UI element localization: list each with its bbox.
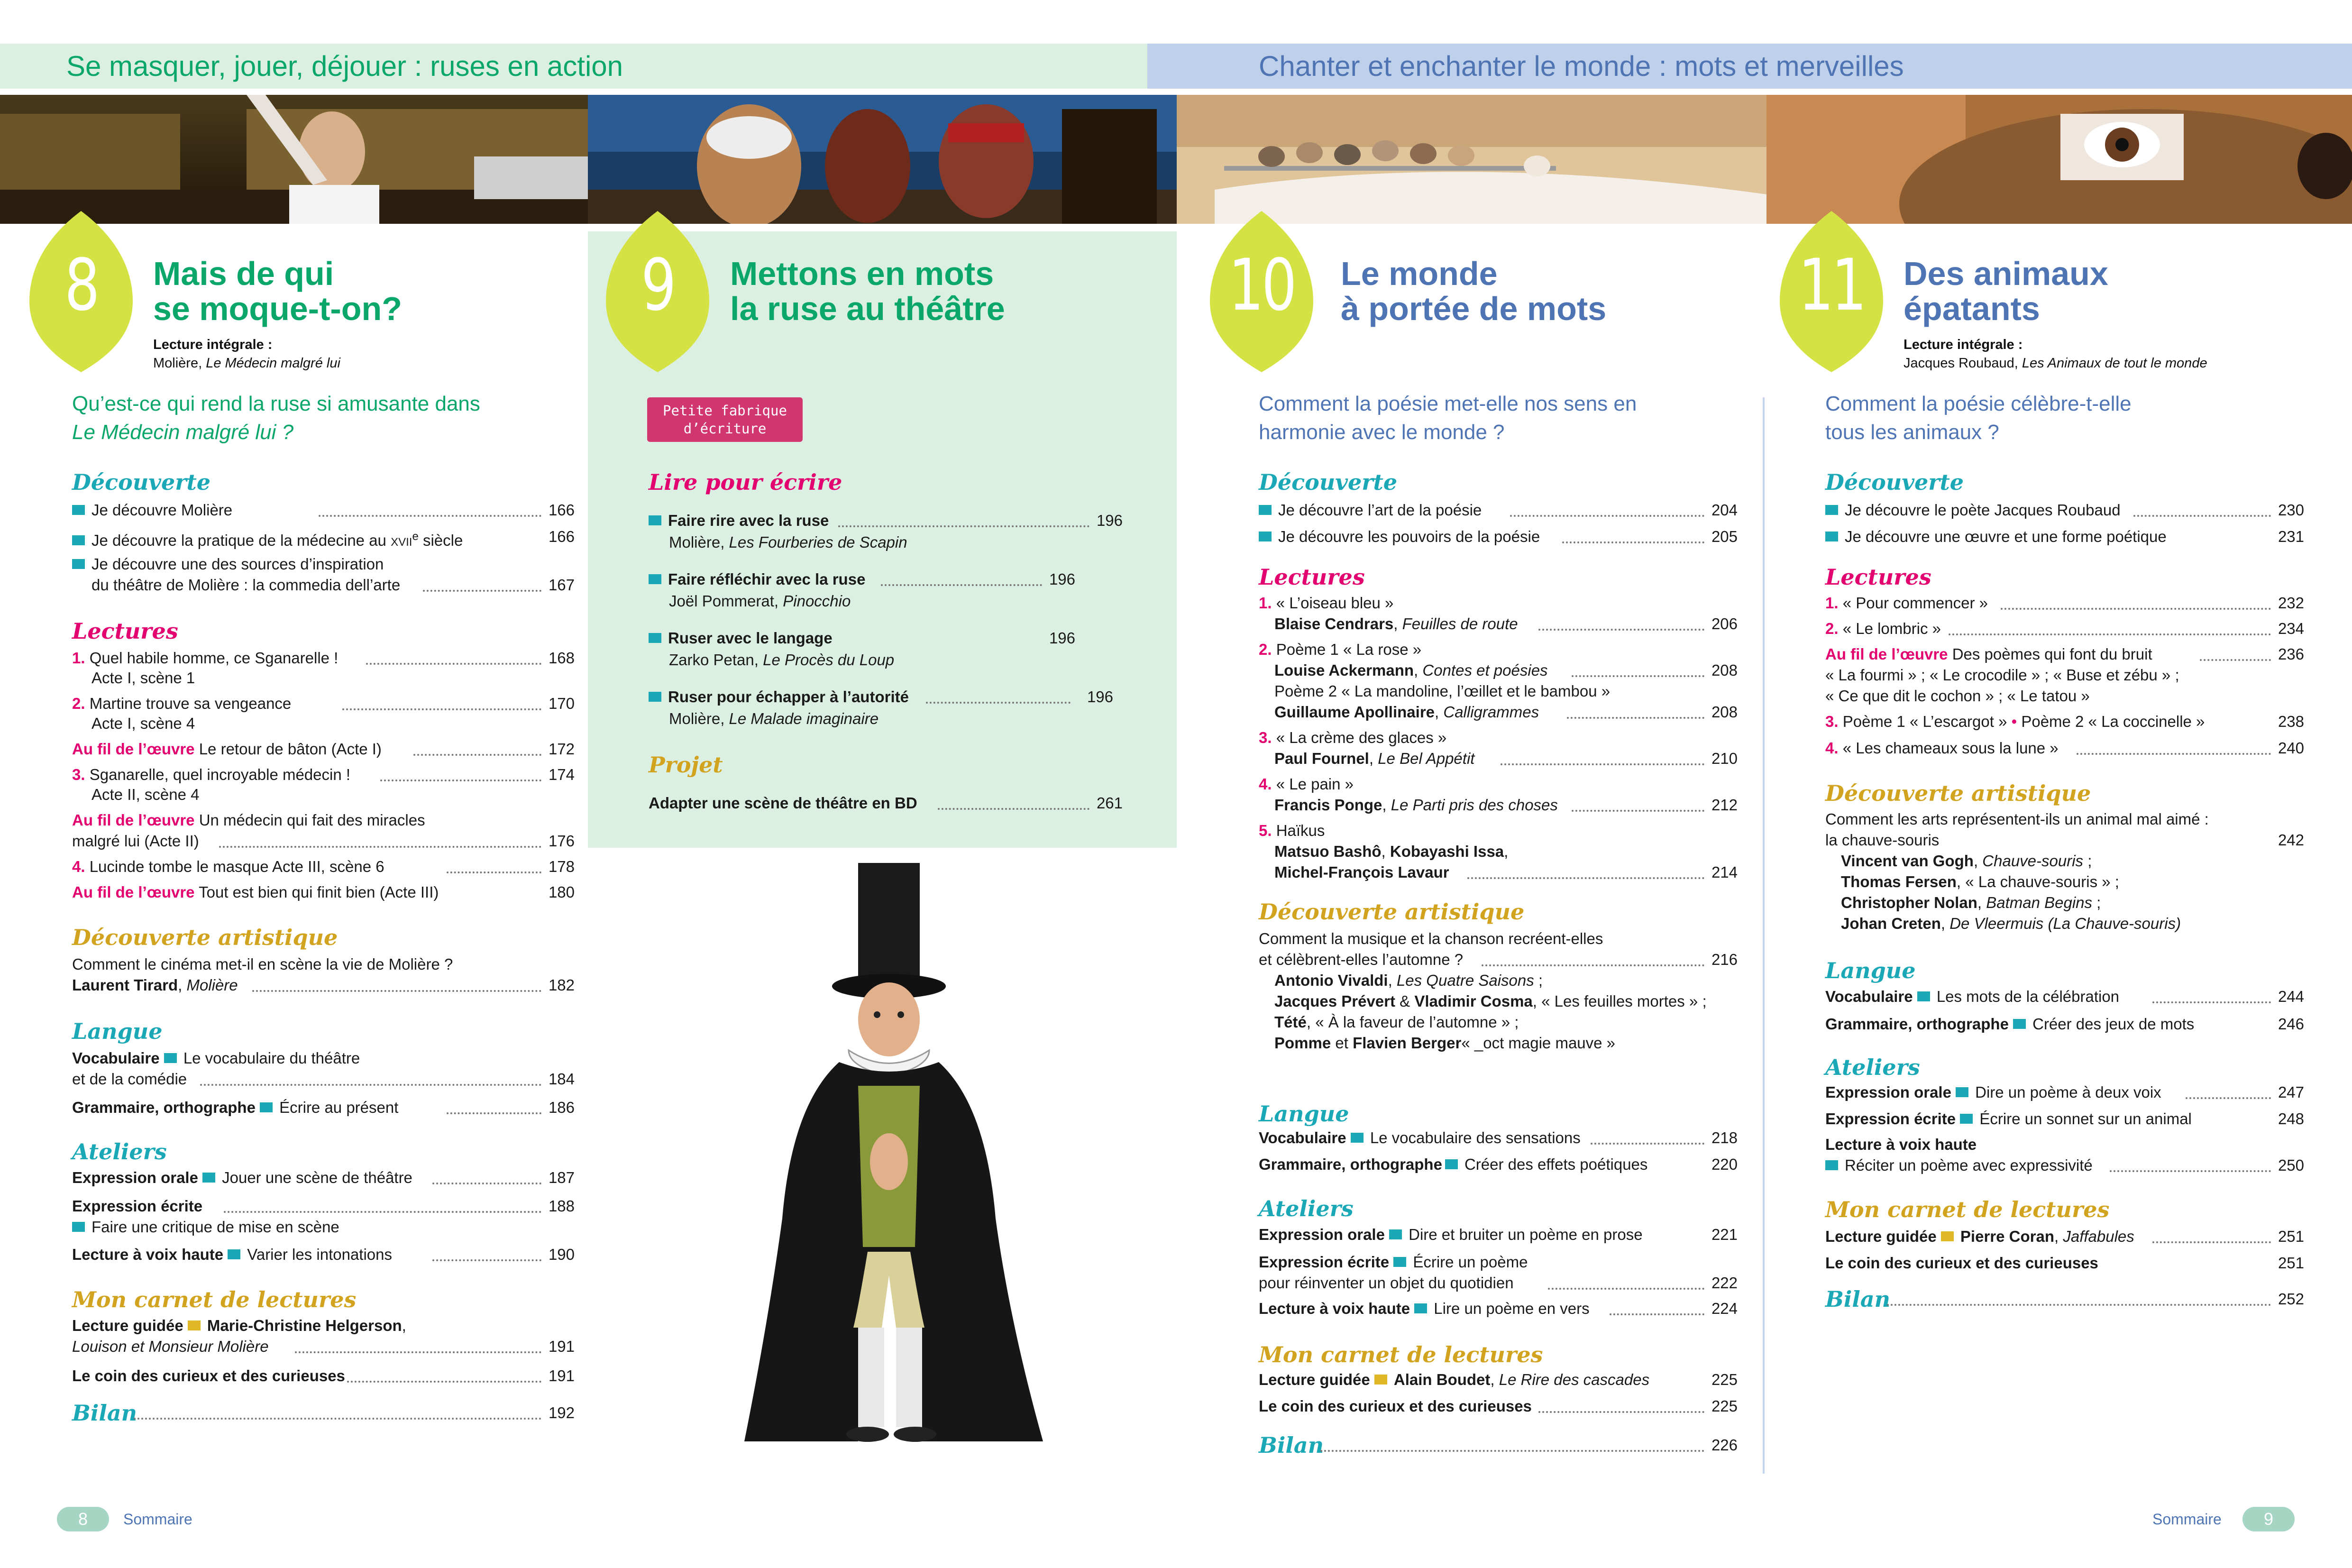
toc-entry[interactable]: Je découvre une des sources d’inspiration (72, 555, 575, 574)
toc-entry[interactable]: 1. « Pour commencer » 232 (1825, 594, 2304, 612)
section-lectures: Lectures (72, 618, 178, 644)
toc-line: Christopher Nolan, Batman Begins ; (1841, 894, 2101, 911)
chapter-10-number: 10 (1210, 211, 1313, 372)
toc-entry[interactable]: Lecture guidée Marie-Christine Helgerson, (72, 1317, 406, 1334)
toc-entry[interactable]: Louison et Monsieur Molière 191 (72, 1338, 575, 1355)
section-ateliers: Ateliers (72, 1139, 167, 1165)
section-decouverte: Découverte (72, 469, 211, 495)
chapter-8-title: Mais de qui se moque-t-on? (153, 255, 402, 327)
section-lire-pour-ecrire: Lire pour écrire (649, 469, 842, 495)
masked-actors-photo (588, 95, 1177, 224)
toc-entry[interactable]: pour réinventer un objet du quotidien 222 (1259, 1274, 1738, 1292)
page-number: 8 (57, 1507, 109, 1531)
toc-entry[interactable]: Lecture à voix haute Lire un poème en vers 224 (1259, 1300, 1738, 1317)
toc-entry[interactable]: Paul Fournel, Le Bel Appétit 210 (1274, 750, 1738, 767)
toc-entry[interactable]: Ruser pour échapper à l’autorité 196 (649, 688, 1113, 706)
toc-entry[interactable]: 4. « Le pain » (1259, 775, 1354, 793)
toc-line: « Ce que dit le cochon » ; « Le tatou » (1825, 687, 2090, 705)
chapter-11-number: 11 (1780, 211, 1883, 372)
toc-entry[interactable]: Faire réfléchir avec la ruse 196 (649, 570, 1075, 589)
section-carnet: Mon carnet de lectures (1825, 1197, 2110, 1222)
chapter-11-title: Des animaux épatants (1904, 255, 2108, 327)
toc-entry[interactable]: Grammaire, orthographe Créer des jeux de mots 246 (1825, 1015, 2304, 1033)
section-decouverte: Découverte (1259, 469, 1398, 495)
toc-entry[interactable]: 1. « L’oiseau bleu » (1259, 594, 1394, 612)
toc-sub: Acte I, scène 4 (92, 715, 195, 732)
toc-entry[interactable]: Francis Ponge, Le Parti pris des choses 212 (1274, 796, 1738, 814)
toc-entry[interactable]: Faire une critique de mise en scène (72, 1218, 575, 1237)
dog-with-eye-photo (1766, 95, 2352, 224)
toc-sub: Zarko Petan, Le Procès du Loup (669, 651, 895, 669)
toc-entry[interactable]: Je découvre une œuvre et une forme poétique 231 (1825, 527, 2304, 546)
toc-entry[interactable]: Je découvre le poète Jacques Roubaud 230 (1825, 501, 2304, 520)
actor-photo (0, 95, 588, 224)
toc-entry[interactable]: Michel-François Lavaur 214 (1274, 863, 1738, 881)
toc-entry[interactable]: Grammaire, orthographe Créer des effets poétiques 220 (1259, 1155, 1738, 1173)
toc-line: Antonio Vivaldi, Les Quatre Saisons ; (1274, 972, 1543, 989)
column-divider (1763, 397, 1765, 1474)
toc-line: « La fourmi » ; « Le crocodile » ; « Buse et zébu » ; (1825, 666, 2179, 684)
toc-line: Comment le cinéma met-il en scène la vie de Molière ? (72, 955, 453, 973)
section-header-right: Chanter et enchanter le monde : mots et merveilles (1147, 44, 2352, 89)
toc-entry[interactable]: Guillaume Apollinaire, Calligrammes 208 (1274, 703, 1738, 721)
toc-sub: Acte I, scène 1 (92, 669, 195, 687)
section-art: Découverte artistique (1825, 780, 2091, 806)
toc-entry[interactable]: Bilan 252 (1825, 1286, 2304, 1312)
toc-entry[interactable]: Réciter un poème avec expressivité 250 (1825, 1156, 2304, 1175)
toc-line: Tété, « À la faveur de l’automne » ; (1274, 1013, 1519, 1031)
toc-entry[interactable]: la chauve-souris 242 (1825, 831, 2304, 849)
toc-entry[interactable]: Bilan 192 (72, 1400, 575, 1426)
toc-entry[interactable]: Ruser avec le langage 196 (649, 629, 1075, 648)
toc-entry[interactable]: Au fil de l’œuvre Tout est bien qui finit bien (Acte III) 180 (72, 883, 575, 901)
toc-entry[interactable]: Blaise Cendrars, Feuilles de route 206 (1274, 615, 1738, 633)
toc-entry[interactable]: 2. « Le lombric » 234 (1825, 620, 2304, 637)
toc-entry[interactable]: 3. « La crème des glaces » (1259, 729, 1447, 746)
toc-entry[interactable]: Vocabulaire Le vocabulaire des sensations 218 (1259, 1129, 1738, 1146)
chapter-8-integral-reading: Lecture intégrale : Molière, Le Médecin malgré lui (153, 337, 340, 371)
section-projet: Projet (649, 752, 723, 778)
toc-line: Comment les arts représentent-ils un animal mal aimé : (1825, 810, 2209, 828)
section-lectures: Lectures (1825, 564, 1931, 590)
toc-entry[interactable]: Expression écrite Écrire un poème (1259, 1253, 1528, 1271)
section-langue: Langue (1259, 1101, 1349, 1127)
birds-on-instrument-photo (1177, 95, 1766, 224)
toc-entry[interactable]: Le coin des curieux et des curieuses 225 (1259, 1397, 1738, 1415)
toc-entry[interactable]: Je découvre la pratique de la médecine au XVIIe siècle 166 (72, 527, 575, 552)
toc-sub: Molière, Le Malade imaginaire (669, 710, 879, 727)
chapter-10-title: Le monde à portée de mots (1341, 255, 1607, 327)
toc-entry[interactable]: 2. Martine trouve sa vengeance 170 (72, 695, 575, 712)
toc-line: Johan Creten, De Vleermuis (La Chauve-souris) (1841, 915, 2181, 932)
chapter-9-title: Mettons en mots la ruse au théâtre (730, 255, 1005, 327)
section-langue: Langue (1825, 958, 1916, 983)
toc-entry[interactable]: Je découvre les pouvoirs de la poésie 205 (1259, 527, 1738, 546)
writing-workshop-badge: Petite fabrique d’écriture (647, 397, 803, 442)
toc-entry[interactable]: Je découvre l’art de la poésie 204 (1259, 501, 1738, 520)
toc-entry[interactable]: Au fil de l’œuvre Le retour de bâton (Acte I) 172 (72, 740, 575, 758)
toc-entry[interactable]: Expression orale Jouer une scène de théâtre 187 (72, 1169, 575, 1186)
toc-entry[interactable]: 3. Poème 1 « L’escargot » • Poème 2 « La coccinelle » 238 (1825, 713, 2304, 730)
toc-entry[interactable]: Lecture à voix haute (1825, 1136, 1977, 1153)
section-langue: Langue (72, 1018, 163, 1044)
toc-entry[interactable]: Expression orale Dire et bruiter un poème en prose 221 (1259, 1226, 1738, 1243)
toc-entry[interactable]: Laurent Tirard, Molière 182 (72, 976, 575, 994)
toc-entry[interactable]: Le coin des curieux et des curieuses 191 (72, 1367, 575, 1385)
toc-entry[interactable]: Faire rire avec la ruse 196 (649, 511, 1123, 530)
toc-line: Jacques Prévert & Vladimir Cosma, « Les feuilles mortes » ; (1274, 992, 1707, 1010)
section-ateliers: Ateliers (1259, 1196, 1354, 1221)
footer-right (2133, 1507, 2323, 1531)
toc-line: Poème 2 « La mandoline, l’œillet et le bambou » (1274, 682, 1611, 700)
toc-entry[interactable]: Lecture guidée Pierre Coran, Jaffabules 251 (1825, 1228, 2304, 1245)
toc-sub: Molière, Les Fourberies de Scapin (669, 533, 907, 551)
footer-left (57, 1507, 247, 1531)
chapter-10-question: Comment la poésie met-elle nos sens en harmonie avec le monde ? (1259, 392, 1637, 444)
toc-entry[interactable]: Louise Ackermann, Contes et poésies 208 (1274, 661, 1738, 679)
section-lectures: Lectures (1259, 564, 1365, 590)
toc-entry[interactable]: Au fil de l’œuvre Des poèmes qui font du bruit 236 (1825, 645, 2304, 663)
chapter-11-integral-reading: Lecture intégrale : Jacques Roubaud, Les Animaux de tout le monde (1904, 337, 2207, 371)
toc-line: Vincent van Gogh, Chauve-souris ; (1841, 852, 2092, 870)
section-carnet: Mon carnet de lectures (1259, 1342, 1543, 1367)
page-number: 9 (2242, 1507, 2295, 1531)
toc-entry[interactable]: Je découvre Molière 166 (72, 501, 575, 520)
toc-entry[interactable]: Expression orale Dire un poème à deux voix 247 (1825, 1083, 2304, 1101)
chapter-8-number: 8 (29, 211, 133, 372)
toc-entry[interactable]: Vocabulaire Le vocabulaire du théâtre (72, 1049, 360, 1067)
chapter-9-number: 9 (606, 211, 709, 372)
section-decouverte: Découverte (1825, 469, 1964, 495)
toc-entry[interactable]: Expression écrite 188 (72, 1197, 575, 1215)
toc-sub: Joël Pommerat, Pinocchio (669, 592, 851, 610)
section-carnet: Mon carnet de lectures (72, 1287, 357, 1312)
toc-entry[interactable]: et de la comédie 184 (72, 1070, 575, 1088)
toc-entry[interactable]: 4. Lucinde tombe le masque Acte III, scène 6 178 (72, 858, 575, 875)
toc-entry[interactable]: Au fil de l’œuvre Un médecin qui fait des miracles (72, 811, 425, 829)
toc-entry[interactable]: Expression écrite Écrire un sonnet sur un animal 248 (1825, 1110, 2304, 1128)
toc-entry[interactable]: Grammaire, orthographe Écrire au présent 186 (72, 1099, 575, 1116)
footer-label: Sommaire (123, 1511, 192, 1528)
section-ateliers: Ateliers (1825, 1055, 1920, 1080)
footer-label: Sommaire (2152, 1511, 2222, 1528)
section-art: Découverte artistique (1259, 899, 1525, 925)
section-art: Découverte artistique (72, 925, 338, 950)
toc-entry[interactable]: Vocabulaire Les mots de la célébration 244 (1825, 988, 2304, 1005)
toc-entry[interactable]: et célèbrent-elles l’automne ? 216 (1259, 951, 1738, 968)
toc-entry[interactable]: 4. « Les chameaux sous la lune » 240 (1825, 739, 2304, 757)
toc-entry[interactable]: Adapter une scène de théâtre en BD 261 (649, 794, 1123, 812)
toc-line: Thomas Fersen, « La chauve-souris » ; (1841, 873, 2119, 890)
toc-entry[interactable]: 5. Haïkus (1259, 822, 1325, 839)
chapter-8-question: Qu’est-ce qui rend la ruse si amusante dans Le Médecin malgré lui ? (72, 392, 480, 444)
toc-line: Comment la musique et la chanson recréent-elles (1259, 930, 1603, 947)
toc-entry[interactable]: Matsuo Bashô, Kobayashi Issa, (1274, 843, 1509, 860)
toc-entry[interactable]: Le coin des curieux et des curieuses 251 (1825, 1254, 2304, 1272)
toc-entry[interactable]: Lecture guidée Alain Boudet, Le Rire des cascades 225 (1259, 1371, 1738, 1388)
toc-line: Pomme et Flavien Berger« _oct magie mauve » (1274, 1034, 1616, 1052)
doctor-illustration (716, 858, 1057, 1494)
toc-entry[interactable]: 1. Quel habile homme, ce Sganarelle ! 168 (72, 649, 575, 667)
toc-entry[interactable]: 2. Poème 1 « La rose » (1259, 641, 1422, 658)
toc-sub: Acte II, scène 4 (92, 786, 200, 803)
section-header-left: Se masquer, jouer, déjouer : ruses en action (0, 44, 1147, 89)
chapter-11-question: Comment la poésie célèbre-t-elle tous les animaux ? (1825, 392, 2132, 444)
toc-entry[interactable]: Bilan 226 (1259, 1432, 1738, 1458)
toc-entry[interactable]: Lecture à voix haute Varier les intonations 190 (72, 1246, 575, 1263)
toc-entry[interactable]: 3. Sganarelle, quel incroyable médecin ! 174 (72, 766, 575, 783)
toc-entry[interactable]: malgré lui (Acte II) 176 (72, 832, 575, 850)
toc-entry[interactable]: du théâtre de Molière : la commedia dell’arte 167 (92, 576, 575, 594)
